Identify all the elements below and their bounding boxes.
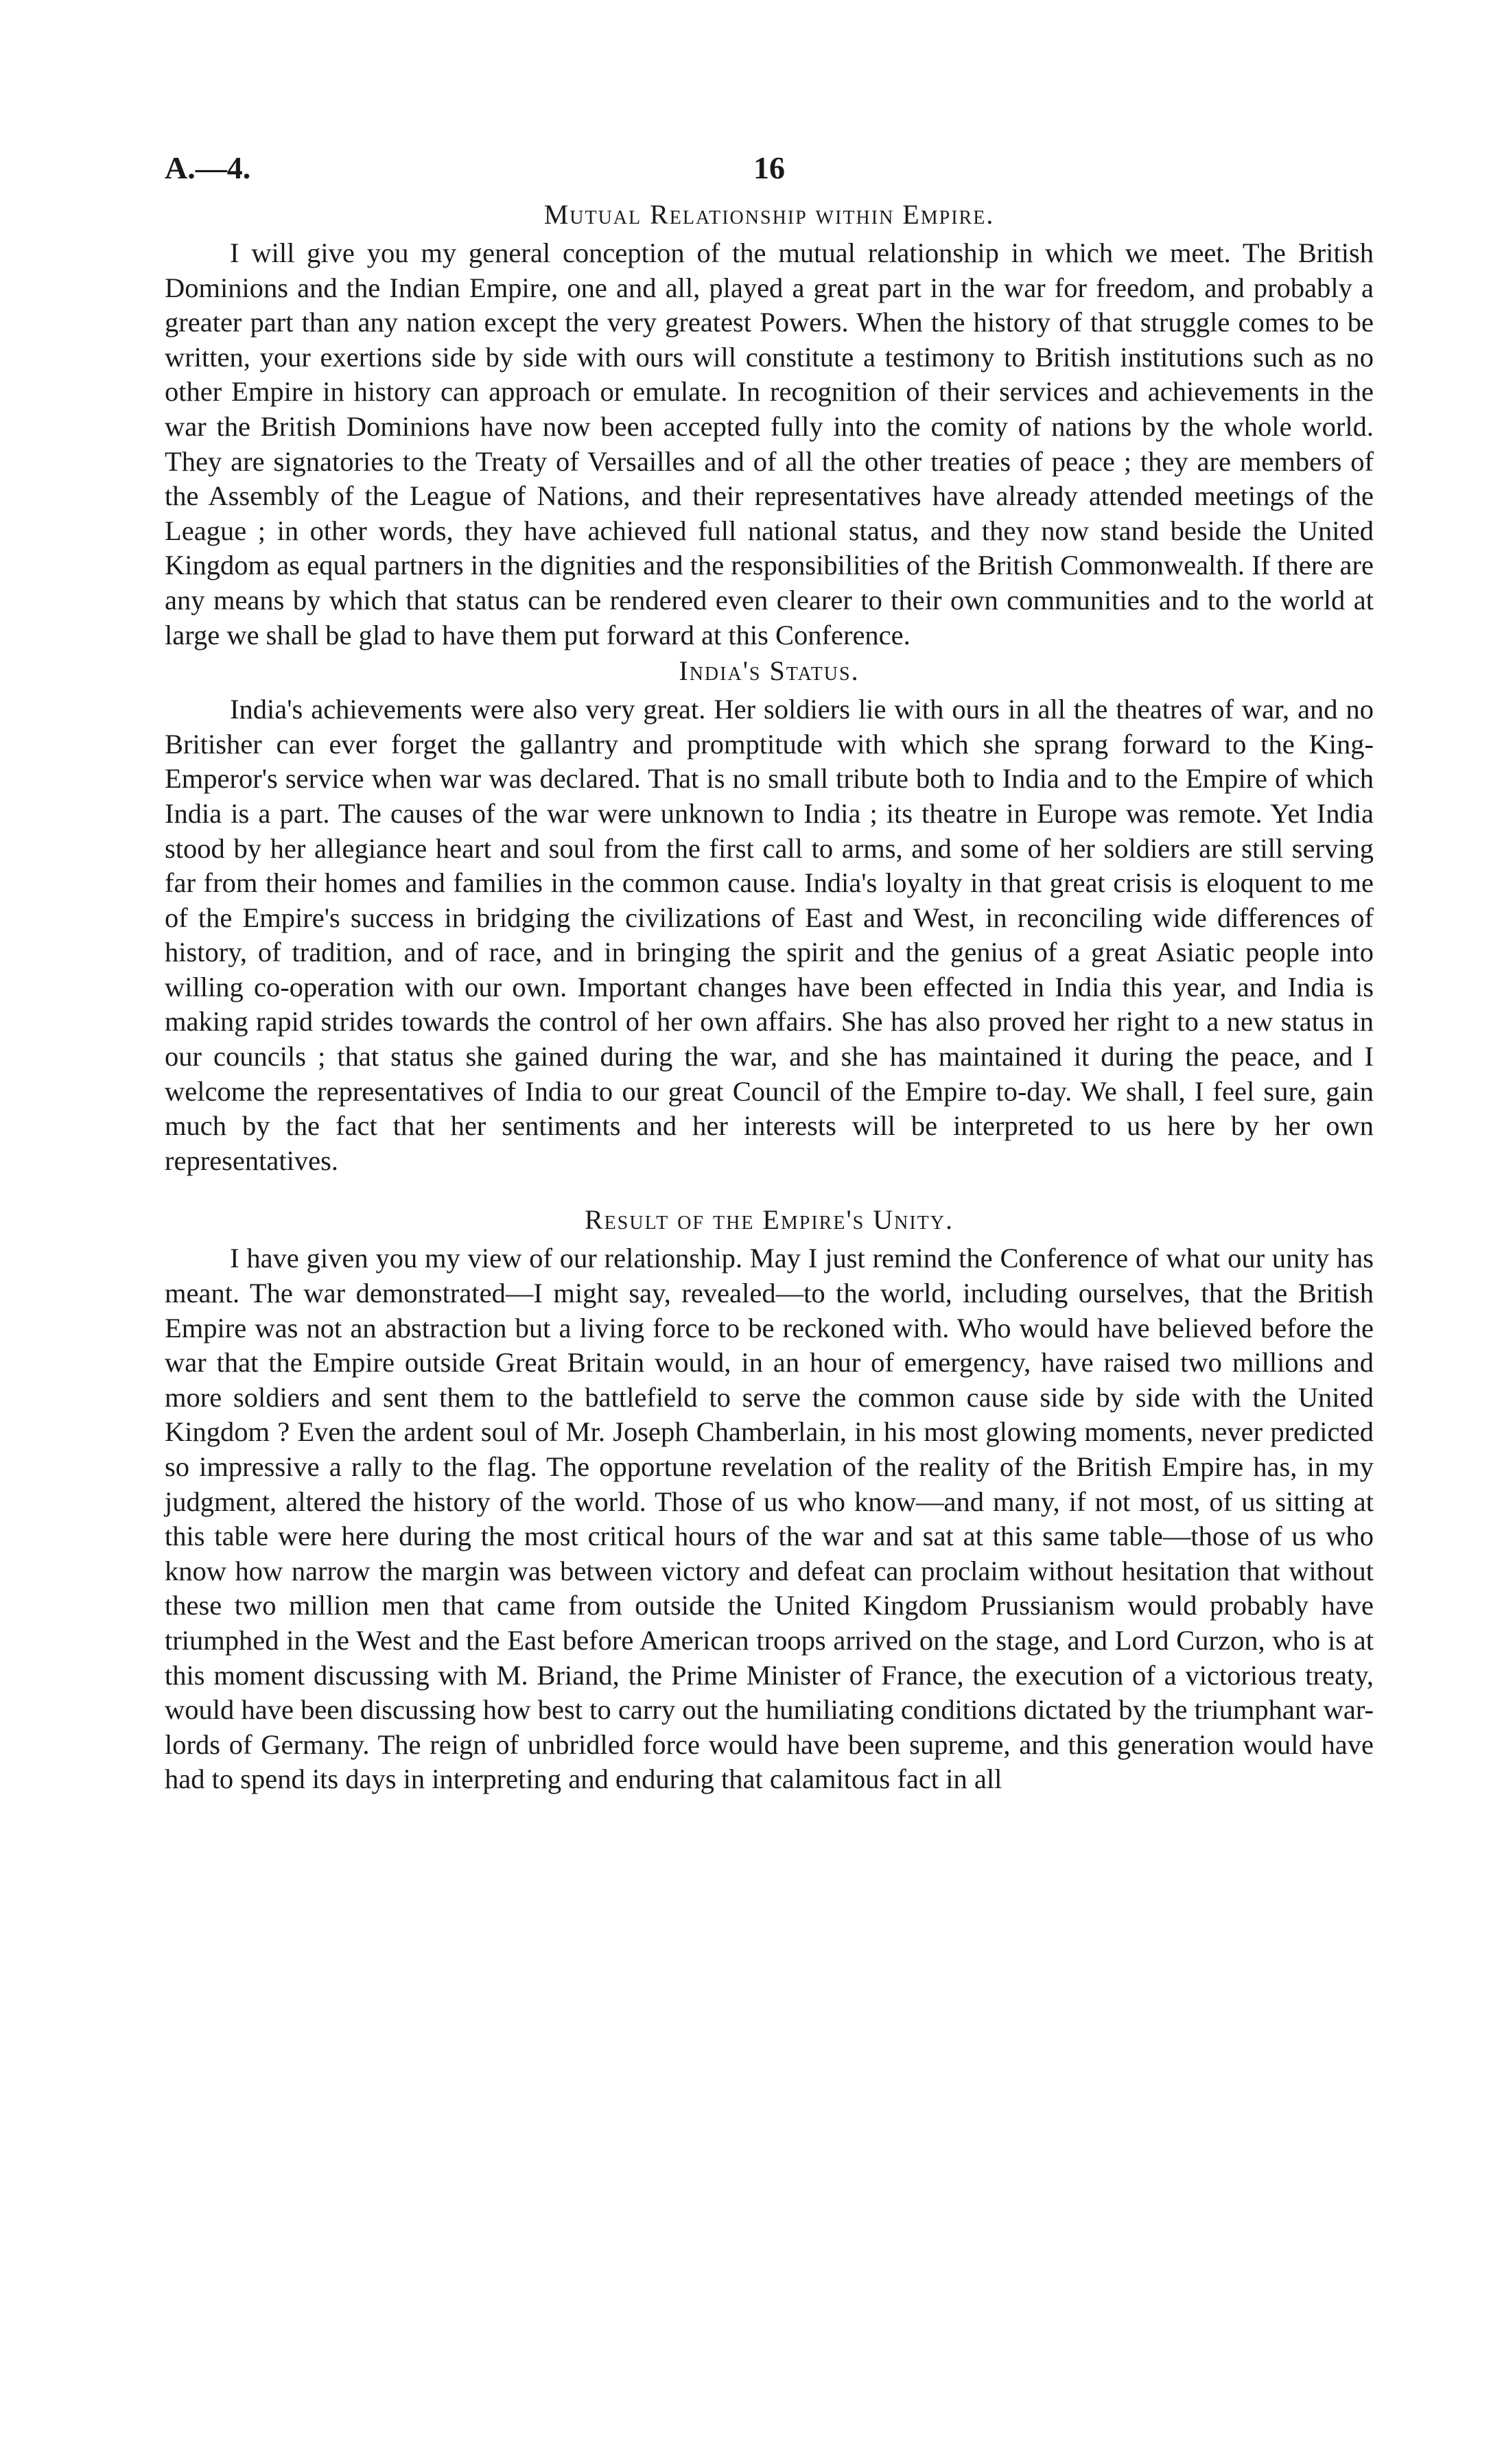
page-header [165,150,1374,198]
page-number: 16 [753,150,785,185]
section-paragraph: I will give you my general conception of the mutual relationship in which we meet. The British Dominions and the Indian Empire, one and all, played a great part in the war for freedom, and probably a greater part than any nation except the very greatest Powers. When the history of that struggle comes to be written, your exertions side by side with ours will constitute a testimony to British institutions such as no other Empire in history can approach or emulate. In recognition of their services and achievements in the war the British Dominions have now been accepted fully into the comity of nations by the whole world. They are signatories to the Treaty of Versailles and of all the other treaties of peace ; they are members of the Assembly of the League of Nations, and their representatives have already attended meetings of the League ; in other words, they have achieved full national status, and they now stand beside the United Kingdom as equal partners in the dignities and the responsibilities of the British Commonwealth. If there are any means by which that status can be rendered even clearer to their own communities and to the world at large we shall be glad to have them put forward at this Conference. [165,237,1374,650]
section-heading: Mutual Relationship within Empire. [543,199,995,230]
section-mutual-relationship [165,198,1374,653]
section-result-of-unity [165,1203,1374,1797]
section-paragraph: India's achievements were also very great. Her soldiers lie with ours in all the theatres of war, and no Britisher can ever forget the gallantry and promptitude with which she sprang forward to the King-Emperor's service when war was declared. That is no small tribute both to India and to the Empire of which India is a part. The causes of the war were unknown to India ; its theatre in Europe was remote. Yet India stood by her allegiance heart and soul from the first call to arms, and some of her soldiers are still serving far from their homes and families in the common cause. India's loyalty in that great crisis is eloquent to me of the Empire's success in bridging the civilizations of East and West, in reconciling wide differences of history, of tradition, and of race, and in bringing the spirit and the genius of a great Asiatic people into willing co-operation with our own. Important changes have been effected in India this year, and India is making rapid strides towards the control of her own affairs. She has also proved her right to a new status in our councils ; that status she gained during the war, and she has maintained it during the peace, and I welcome the representatives of India to our great Council of the Empire to-day. We shall, I feel sure, gain much by the fact that her sentiments and her interests will be interpreted to us here by her own representatives. [165,694,1374,1176]
document-reference: A.—4. [165,150,251,185]
document-page [165,150,1374,1797]
section-paragraph: I have given you my view of our relationship. May I just remind the Conference of what our unity has meant. The war demonstrated—I might say, revealed—to the world, including ourselves, that the British Empire was not an abstraction but a living force to be reckoned with. Who would have believed before the war that the Empire outside Great Britain would, in an hour of emergency, have raised two millions and more soldiers and sent them to the battlefield to serve the common cause side by side with the United Kingdom ? Even the ardent soul of Mr. Joseph Chamberlain, in his most glowing moments, never predicted so impressive a rally to the flag. The opportune revelation of the reality of the British Empire has, in my judgment, altered the history of the world. Those of us who know—and many, if not most, of us sitting at this table were here during the most critical hours of the war and sat at this same table—those of us who know how narrow the margin was between victory and defeat can proclaim without hesitation that without these two million men that came from outside the United Kingdom Prussianism would probably have triumphed in the West and the East before American troops arrived on the stage, and Lord Curzon, who is at this moment discussing with M. Briand, the Prime Minister of France, the execution of a victorious treaty, would have been discussing how best to carry out the humiliating conditions dictated by the triumphant war-lords of Germany. The reign of unbridled force would have been supreme, and this generation would have had to spend its days in interpreting and enduring that calamitous fact in all [165,1243,1374,1795]
section-heading: India's Status. [679,655,860,687]
section-indias-status [165,654,1374,1178]
section-heading: Result of the Empire's Unity. [585,1204,954,1236]
